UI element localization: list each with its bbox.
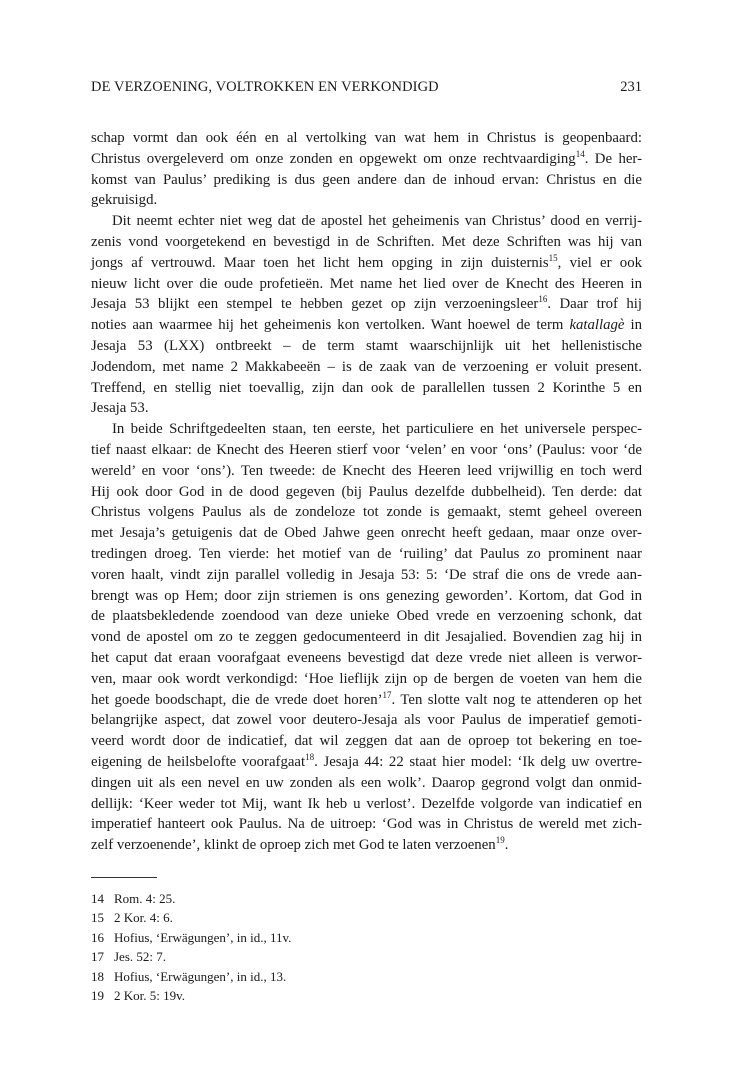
footnote-text: Hofius, ‘Erwägungen’, in id., 13. bbox=[114, 968, 287, 984]
text-run: eigening de heilsbelofte voorafgaat bbox=[91, 753, 306, 770]
text-run: dellijk: ‘Keer weder tot Mij, want Ik heb u verlost’. Dezelfde volgorde van indicatief en bbox=[91, 795, 642, 812]
text-run: Jesaja 53 blijkt een stempel te hebben gezet op zijn verzoeningsleer bbox=[91, 296, 539, 313]
text-line bbox=[91, 336, 642, 357]
footnote-text: 2 Kor. 4: 6. bbox=[114, 910, 173, 926]
footnote-number: 14 bbox=[91, 891, 104, 906]
text-run: , viel er ook bbox=[557, 254, 642, 271]
footnote-number: 15 bbox=[91, 910, 104, 926]
footnote bbox=[91, 967, 642, 986]
text-line bbox=[91, 170, 642, 191]
text-line bbox=[91, 523, 642, 544]
text-run: wereld’ en voor ‘ons’). Ten tweede: de Knecht des Heeren leed vrijwillig en toch werd bbox=[91, 462, 642, 479]
text-line bbox=[91, 378, 642, 399]
text-line bbox=[91, 731, 642, 752]
text-run: . Ten slotte valt nog te attenderen op het bbox=[391, 691, 642, 708]
text-run: noties aan waarmee hij het geheimenis kon vertolken. Want hoewel de term bbox=[91, 317, 570, 334]
text-run: veerd wordt door de indicatief, dat wil zeggen dat aan de oproep tot bekering en toe- bbox=[91, 733, 642, 750]
text-line bbox=[91, 794, 642, 815]
text-run: belangrijke aspect, dat zowel voor deutero-Jesaja als voor Paulus de imperatief gemoti- bbox=[91, 712, 642, 729]
footnote-text: Rom. 4: 25. bbox=[114, 891, 176, 906]
text-line bbox=[91, 253, 642, 274]
footnote-ref: 14 bbox=[575, 148, 585, 159]
text-line bbox=[91, 835, 642, 856]
text-line bbox=[91, 419, 642, 440]
text-run: zenis vond voorgetekend en bevestigd in de Schriften. Met deze Schriften was hij van bbox=[91, 233, 642, 250]
text-run: het caput dat eraan voorafgaat eveneens bevestigd dat deze vrede niet alleen is verwor- bbox=[91, 649, 642, 666]
text-run: Jesaja 53 (LXX) ontbreekt – de term stamt waarschijnlijk uit het hellenistische bbox=[91, 337, 642, 354]
text-run: schap vormt dan ook één en al vertolking van wat hem in Christus is geopenbaard: bbox=[91, 130, 642, 146]
footnote bbox=[91, 889, 642, 908]
text-run: zelf verzoenende’, klinkt de oproep zich met God te laten verzoenen bbox=[91, 837, 496, 854]
footnote-text: Jes. 52: 7. bbox=[114, 949, 166, 965]
text-line bbox=[91, 315, 642, 336]
footnote bbox=[91, 986, 642, 1005]
text-run: nieuw licht over die oude profetieën. Met name het lied over de Knecht des Heeren in bbox=[91, 275, 642, 292]
text-run: de plaatsbekledende zoendood van deze unieke Obed vrede en verzoening schonk, dat bbox=[91, 608, 642, 625]
text-line bbox=[91, 211, 642, 232]
footnote-ref: 19 bbox=[495, 835, 505, 846]
text-run: . Daar trof hij bbox=[547, 296, 642, 313]
text-line bbox=[91, 710, 642, 731]
text-run: voren haalt, vindt zijn parallel volledig in Jesaja 53: 5: ‘De straf die ons de vrede aan- bbox=[91, 566, 642, 583]
italic-term: katallagè bbox=[569, 317, 625, 334]
text-line bbox=[91, 128, 642, 149]
text-line bbox=[91, 544, 642, 565]
text-line bbox=[91, 752, 642, 773]
text-run: dingen uit als een nevel en uw zonden als een wolk’. Daarop gegrond volgt dan onmid- bbox=[91, 774, 642, 791]
text-line bbox=[91, 814, 642, 835]
footnote-ref: 16 bbox=[538, 294, 548, 305]
text-run: . Jesaja 44: 22 staat hier model: ‘Ik delg uw overtre- bbox=[314, 753, 642, 770]
footnote bbox=[91, 928, 642, 947]
text-line bbox=[91, 294, 642, 315]
text-line bbox=[91, 648, 642, 669]
footnote-number: 16 bbox=[91, 929, 104, 945]
footnote bbox=[91, 947, 642, 966]
text-line bbox=[91, 606, 642, 627]
text-line bbox=[91, 398, 642, 419]
text-run: jongs af vertrouwd. Maar toen het licht hem opging in zijn duisternis bbox=[91, 254, 549, 271]
page-number: 231 bbox=[620, 79, 642, 95]
footnote-text: Hofius, ‘Erwägungen’, in id., 11v. bbox=[114, 929, 292, 945]
text-line bbox=[91, 690, 642, 711]
text-line bbox=[91, 232, 642, 253]
body-text bbox=[91, 128, 642, 856]
text-line bbox=[91, 357, 642, 378]
text-line bbox=[91, 627, 642, 648]
text-line bbox=[91, 669, 642, 690]
text-run: het goede boodschapt, die de vrede doet horen’ bbox=[91, 691, 383, 708]
footnote-ref: 17 bbox=[382, 689, 392, 700]
text-line bbox=[91, 190, 642, 211]
text-run: gekruisigd. bbox=[91, 192, 158, 209]
footnote-ref: 15 bbox=[548, 252, 558, 263]
text-line bbox=[91, 502, 642, 523]
text-run: met Jesaja’s getuigenis dat de Obed Jahwe geen onrecht heeft gedaan, maar onze over- bbox=[91, 525, 642, 542]
footnote bbox=[91, 908, 642, 927]
text-run: Hij ook door God in de dood gegeven (bij Paulus dezelfde dubbelheid). Ten derde: dat bbox=[91, 483, 642, 500]
text-run: Jesaja 53. bbox=[91, 400, 149, 417]
text-run: vond de apostel om zo te zeggen gedocumenteerd in dit Jesajalied. Bovendien zag hij in bbox=[91, 629, 642, 646]
text-run: In beide Schriftgedeelten staan, ten eerste, het particuliere en het universele perspec- bbox=[112, 421, 642, 438]
text-line bbox=[91, 565, 642, 586]
text-line bbox=[91, 274, 642, 295]
text-run: komst van Paulus’ prediking is dus geen andere dan de inhoud ervan: Christus en die bbox=[91, 171, 642, 188]
text-run: Christus volgens Paulus als de zondeloze tot zonde is gemaakt, stemt geheel overeen bbox=[91, 504, 642, 521]
footnote-text: 2 Kor. 5: 19v. bbox=[114, 987, 186, 1003]
text-run: Christus overgeleverd om onze zonden en opgewekt om onze rechtvaardiging bbox=[91, 150, 576, 167]
text-line bbox=[91, 773, 642, 794]
running-title: DE VERZOENING, VOLTROKKEN EN VERKONDIGD bbox=[91, 79, 439, 95]
text-run: Dit neemt echter niet weg dat de apostel het geheimenis van Christus’ dood en verrij- bbox=[112, 213, 642, 230]
text-run: Jodendom, met name 2 Makkabeeën – is de zaak van de verzoening er voluit present. bbox=[91, 358, 642, 375]
text-run: tief naast elkaar: de Knecht des Heeren stierf voor ‘velen’ en voor ‘ons’ (Paulus: voor ‘de bbox=[91, 441, 642, 458]
text-run: tredingen droeg. Ten vierde: het motief van de ‘ruiling’ dat Paulus zo prominent naar bbox=[91, 545, 642, 562]
text-line bbox=[91, 482, 642, 503]
text-line bbox=[91, 586, 642, 607]
text-run: imperatief hanteert ook Paulus. Na de uitroep: ‘God was in Christus de wereld met zich- bbox=[91, 816, 642, 833]
text-run: in bbox=[624, 317, 643, 334]
text-run: . De her- bbox=[584, 150, 642, 167]
footnote-number: 18 bbox=[91, 968, 104, 984]
text-run: . bbox=[504, 837, 509, 854]
footnote-number: 17 bbox=[91, 949, 104, 965]
text-run: Treffend, en stellig niet toevallig, zijn dan ook de parallellen tussen 2 Korinthe 5 en bbox=[91, 379, 642, 396]
text-run: brengt was op Hem; door zijn striemen is ons genezing geworden’. Kortom, dat God in bbox=[91, 587, 642, 604]
footnote-separator bbox=[91, 877, 157, 878]
text-line bbox=[91, 461, 642, 482]
text-run: ven, maar ook wordt verkondigd: ‘Hoe lieflijk zijn op de bergen de voeten van hem die bbox=[91, 670, 642, 687]
footnote-number: 19 bbox=[91, 987, 104, 1003]
text-line bbox=[91, 149, 642, 170]
footnote-ref: 18 bbox=[305, 751, 315, 762]
text-line bbox=[91, 440, 642, 461]
footnotes bbox=[91, 889, 642, 1005]
